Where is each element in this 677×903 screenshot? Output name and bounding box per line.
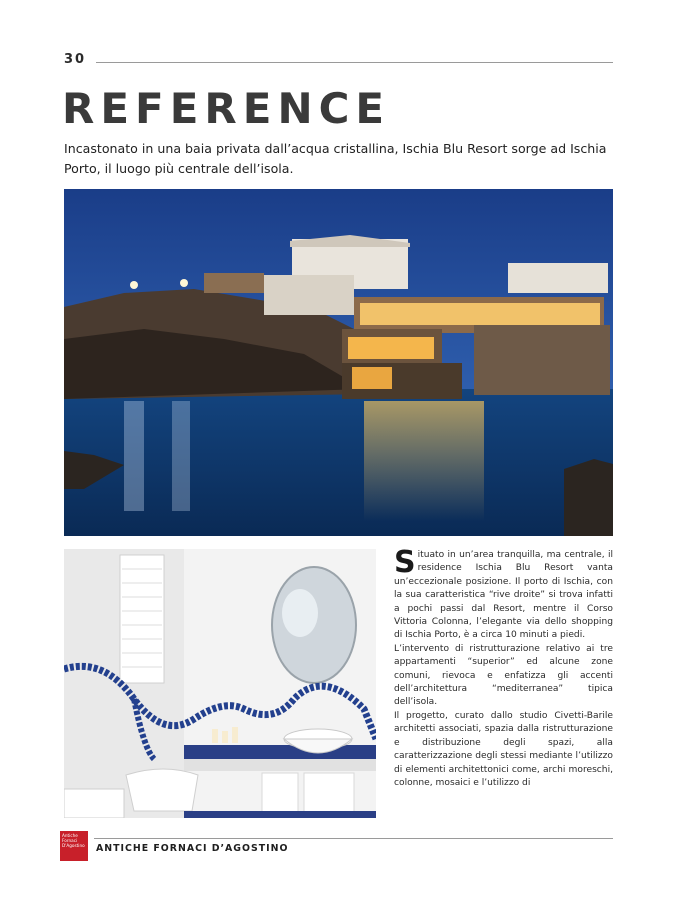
header-rule: [96, 62, 613, 63]
footer-rule: [94, 838, 613, 839]
resort-photo-illustration: [64, 189, 613, 536]
article-paragraph-1-text: ituato in un’area tranquilla, ma centrale, il residence Ischia Blu Resort vanta un’eccezionale posizione. Il porto di Ischia, con la sua caratteristica “rive droite” si trova infatti a pochi passi dal Resort, mentre il Corso Vittoria Colonna, l’elegante via dello shopping di Ischia Porto, è a circa 10 minuti a piedi.: [394, 550, 613, 641]
drop-cap: S: [394, 545, 416, 580]
logo-line-3: D'Agostino: [62, 843, 85, 848]
logo-line-2: Fornaci: [62, 838, 78, 843]
page-number: 30: [64, 52, 87, 67]
intro-paragraph: Incastonato in una baia privata dall’acqua cristallina, Ischia Blu Resort sorge ad Ischia Porto, il luogo più centrale dell’isola.: [64, 141, 607, 176]
brand-logo: [60, 831, 88, 861]
article-paragraph-1: [394, 545, 613, 643]
hero-photo: [64, 189, 613, 536]
article-paragraph-2: L’intervento di ristrutturazione relativo ai tre appartamenti “superior” ed alcune zone comuni, rievoca e enfatizza gli accenti dell’architettura “mediterranea” tipica dell’isola.: [394, 643, 613, 708]
article-body: [394, 545, 613, 790]
logo-line-1: Antiche: [62, 833, 78, 838]
article-paragraph-3: Il progetto, curato dallo studio Civetti-Barile architetti associati, spazia dalla ristrutturazione e distribuzione degli spazi, alla caratterizzazione degli stessi mediante l’utilizzo di elementi architettonici come, archi moreschi, colonne, mosaici e l’utilizzo di: [394, 710, 613, 788]
section-title: REFERENCE: [62, 84, 391, 133]
footer-brand-name: ANTICHE FORNACI D’AGOSTINO: [96, 843, 289, 854]
bathroom-photo: [64, 549, 376, 818]
bathroom-photo-illustration: [64, 549, 376, 818]
